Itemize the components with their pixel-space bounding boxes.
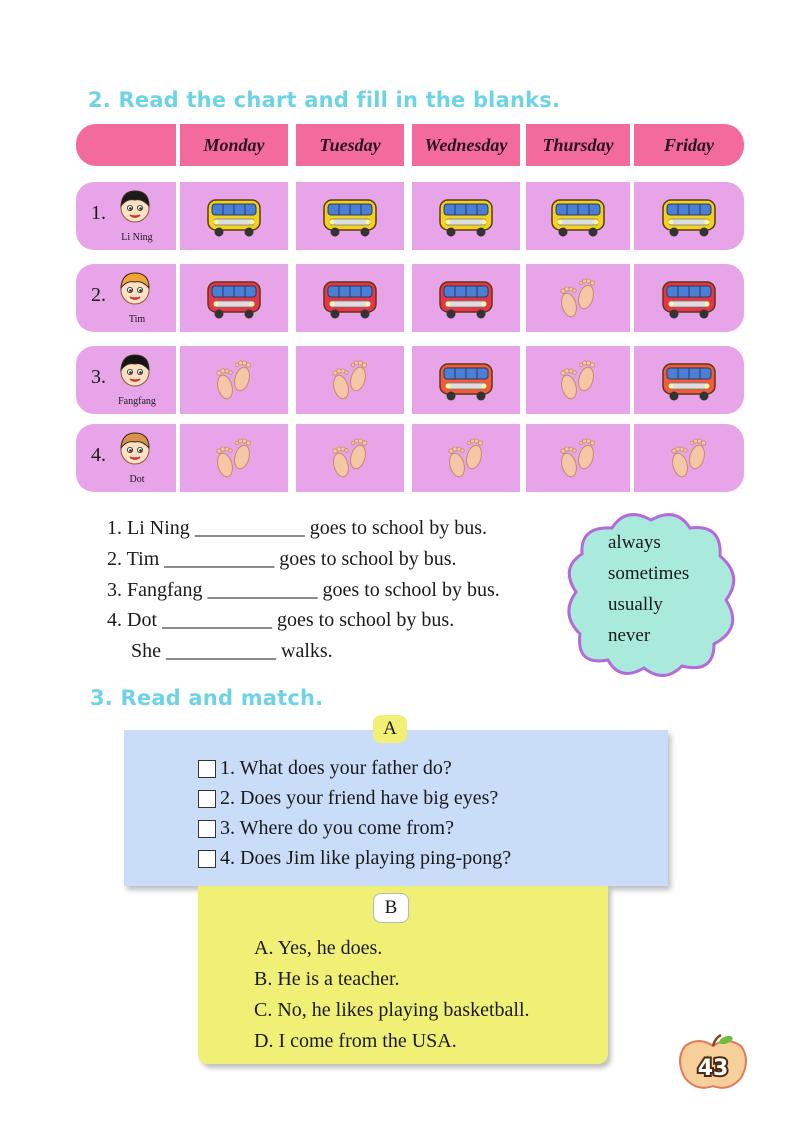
bus-icon [436, 358, 496, 402]
footprints-icon [325, 435, 375, 481]
bus-icon [204, 276, 264, 320]
student-avatar-icon [114, 350, 156, 390]
word-never: never [608, 625, 651, 646]
day-header-tuesday: Tuesday [296, 124, 404, 166]
footprints-icon [325, 357, 375, 403]
section-3-title: 3. Read and match. [90, 686, 324, 710]
day-header-monday: Monday [180, 124, 288, 166]
cell-tuesday [296, 346, 404, 414]
sentence-5: She ___________ walks. [131, 640, 333, 662]
answer-d: D. I come from the USA. [254, 1030, 457, 1052]
footprints-icon [209, 357, 259, 403]
cell-friday [634, 424, 744, 492]
student-name: Li Ning [121, 232, 153, 243]
footprints-icon [441, 435, 491, 481]
cell-monday [180, 424, 288, 492]
footprints-icon [664, 435, 714, 481]
cell-friday [634, 182, 744, 250]
question-2 [198, 787, 498, 810]
row-number: 1. [91, 202, 106, 224]
cell-tuesday [296, 424, 404, 492]
student-avatar-icon [114, 186, 156, 226]
bus-icon [548, 194, 608, 238]
student-name: Dot [129, 474, 145, 485]
question-1 [198, 757, 452, 780]
cell-friday [634, 264, 744, 332]
cell-thursday [526, 424, 630, 492]
chart-header-corner [76, 124, 176, 166]
chart-row-3 [76, 346, 744, 414]
chart-row-2 [76, 264, 744, 332]
match-checkbox-3[interactable] [198, 820, 216, 838]
sentence-3: 3. Fangfang ___________ goes to school by bus. [107, 579, 500, 601]
bus-icon [659, 276, 719, 320]
student-cell [76, 182, 176, 250]
bus-icon [659, 358, 719, 402]
footprints-icon [553, 435, 603, 481]
match-checkbox-1[interactable] [198, 760, 216, 778]
student-avatar-icon [114, 268, 156, 308]
label-b: B [373, 893, 409, 923]
cell-monday [180, 264, 288, 332]
bus-icon [320, 194, 380, 238]
bus-icon [659, 194, 719, 238]
cell-thursday [526, 182, 630, 250]
cell-tuesday [296, 182, 404, 250]
match-checkbox-2[interactable] [198, 790, 216, 808]
sentence-1: 1. Li Ning ___________ goes to school by bus. [107, 517, 487, 539]
word-usually: usually [608, 594, 663, 615]
student-cell [76, 424, 176, 492]
bus-icon [204, 194, 264, 238]
row-number: 4. [91, 444, 106, 466]
answer-c: C. No, he likes playing basketball. [254, 999, 530, 1021]
student-cell [76, 264, 176, 332]
cell-friday [634, 346, 744, 414]
bus-icon [436, 194, 496, 238]
answer-b: B. He is a teacher. [254, 968, 400, 990]
apple-icon [677, 1034, 749, 1092]
sentence-2: 2. Tim ___________ goes to school by bus. [107, 548, 457, 570]
label-a: A [373, 715, 407, 743]
cell-thursday [526, 264, 630, 332]
footprints-icon [209, 435, 259, 481]
cell-wednesday [412, 182, 520, 250]
question-4 [198, 847, 511, 870]
sentence-4: 4. Dot ___________ goes to school by bus. [107, 609, 455, 631]
cell-monday [180, 346, 288, 414]
bus-icon [320, 276, 380, 320]
chart-row-1 [76, 182, 744, 250]
day-header-friday: Friday [634, 124, 744, 166]
row-number: 2. [91, 284, 106, 306]
row-number: 3. [91, 366, 106, 388]
student-name: Tim [128, 314, 146, 325]
word-always: always [608, 532, 661, 553]
word-sometimes: sometimes [608, 563, 690, 584]
student-avatar-icon [114, 428, 156, 468]
student-cell [76, 346, 176, 414]
day-header-wednesday: Wednesday [412, 124, 520, 166]
footprints-icon [553, 357, 603, 403]
chart-row-4 [76, 424, 744, 492]
question-1-text: 1. What does your father do? [220, 757, 452, 779]
footprints-icon [553, 275, 603, 321]
question-2-text: 2. Does your friend have big eyes? [220, 787, 499, 809]
cell-thursday [526, 346, 630, 414]
cell-monday [180, 182, 288, 250]
cell-wednesday [412, 424, 520, 492]
page-number: 43 [697, 1056, 729, 1081]
day-header-thursday: Thursday [526, 124, 630, 166]
cell-tuesday [296, 264, 404, 332]
student-name: Fangfang [118, 396, 156, 407]
question-3-text: 3. Where do you come from? [220, 817, 454, 839]
cell-wednesday [412, 264, 520, 332]
chart-header-row [76, 124, 744, 166]
section-2-title: 2. Read the chart and fill in the blanks. [88, 88, 561, 112]
question-4-text: 4. Does Jim like playing ping-pong? [220, 847, 512, 869]
bus-icon [436, 276, 496, 320]
question-3 [198, 817, 454, 840]
answer-a: A. Yes, he does. [254, 937, 383, 959]
cell-wednesday [412, 346, 520, 414]
match-checkbox-4[interactable] [198, 850, 216, 868]
